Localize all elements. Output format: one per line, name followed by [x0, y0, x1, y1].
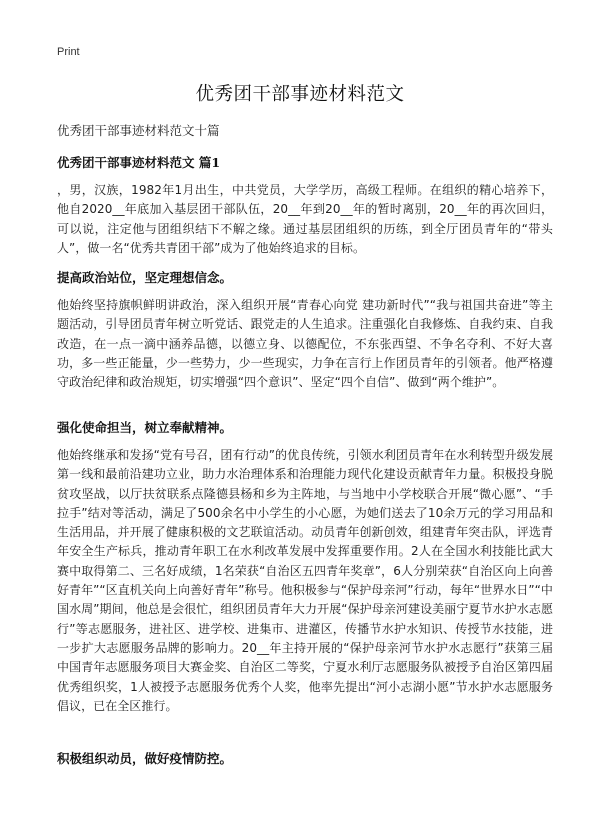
document-subtitle: 优秀团干部事迹材料范文十篇 — [57, 123, 220, 138]
section-heading-organize: 积极组织动员，做好疫情防控。 — [57, 751, 233, 766]
paragraph-intro: ，男，汉族，1982年1月出生，中共党员，大学学历，高级工程师。在组织的精心培养下，他自2020__年底加入基层团干部队伍，20__年到20__年的暂时离别，20__年的再次回归，可以说，注定他与团组织结下不解之缘。通过基层团组织的历练，到全厅团员青年的“带头人”，做一名“优秀共青团干部”成为了他始终追求的目标。 — [57, 183, 553, 255]
article-heading: 优秀团干部事迹材料范文 篇1 — [57, 155, 221, 170]
print-label[interactable]: Print — [57, 46, 80, 58]
paragraph-mission: 他始终继承和发扬“党有号召，团有行动”的优良传统，引领水利团员青年在水利转型升级发展第一线和最前沿建功立业，助力水治理体系和治理能力现代化建设贡献青年力量。积极投身脱贫攻坚战，以厅扶贫联系点隆德县杨和乡为主阵地，与当地中小学校联合开展“微心愿”、“手拉手”结对等活动，满足了500余名中小学生的小心愿，为她们送去了10余万元的学习用品和生活用品，并开展了健康积极的文艺联谊活动。动员青年创新创效，组建青年突击队，评选青年安全生产标兵，推动青年职工在水利改革发展中发挥重要作用。2人在全国水利技能比武大赛中取得第二、三名好成绩，1名荣获“自治区五四青年奖章”，6人分别荣获“自治区向上向善好青年”“区直机关向上向善好青年”称号。他积极参与“保护母亲河”行动，每年“世界水日”“中国水周”期间，他总是会很忙，组织团员青年大力开展“保护母亲河建设美丽宁夏节水护水志愿行”等志愿服务，进社区、进学校、进集市、进灌区，传播节水护水知识、传授节水技能，进一步扩大志愿服务品牌的影响力。20__年主持开展的“保护母亲河节水护水志愿行”获第三届中国青年志愿服务项目大赛金奖、自治区二等奖，宁夏水利厅志愿服务队被授予自治区第四届优秀组织奖，1人被授予志愿服务优秀个人奖，他率先提出“河小志湖小愿”节水护水志愿服务倡议，已在全区推行。 — [57, 448, 553, 713]
section-heading-mission: 强化使命担当，树立奉献精神。 — [57, 420, 233, 435]
section-heading-politics: 提高政治站位，坚定理想信念。 — [57, 270, 233, 285]
document-title: 优秀团干部事迹材料范文 — [195, 84, 405, 105]
paragraph-politics: 他始终坚持旗帜鲜明讲政治，深入组织开展“青春心向党 建功新时代”“我与祖国共奋进”等主题活动，引导团员青年树立听党话、跟党走的人生追求。注重强化自我修炼、自我约束、自我改造，在一点一滴中涵养品德，以德立身、以德配位，不东张西望、不争名夺利、不好大喜功，多一些正能量，少一些势力，少一些现实，力争在言行上作团员青年的引领者。他严格遵守政治纪律和政治规矩，切实增强“四个意识”、坚定“四个自信”、做到“两个维护”。 — [57, 298, 553, 390]
